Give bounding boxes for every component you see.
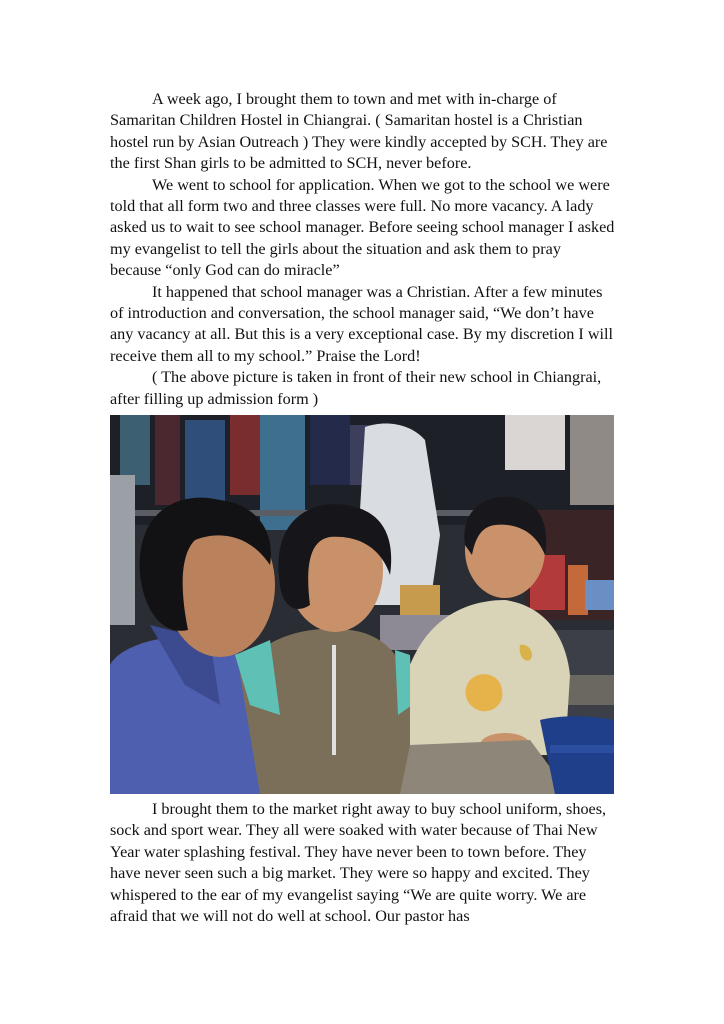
paragraph-hostel: A week ago, I brought them to town and met with in-charge of Samaritan Children Hostel in Chiangrai. ( Samaritan hostel is a Christian hostel run by Asian Outreach ) They were kindly accepted by SCH. They are the first Shan girls to be admitted to SCH, never before. [110,90,608,173]
top-text-section [110,89,615,410]
paragraph-school-application: We went to school for application. When we got to the school we were told that all form two and three classes were full. No more vacancy. A lady asked us to wait to see school manager. Before seeing school manager I asked my evangelist to tell the girls about the situation and ask them to pray because “only God can do miracle” [110,175,615,280]
paragraph-photo-caption: ( The above picture is taken in front of their new school in Chiangrai, after filling up admission form ) [110,368,602,408]
paragraph-market: I brought them to the market right away to buy school uniform, shoes, sock and sport wear. They all were soaked with water because of Thai New Year water splashing festival. They have never been to town before. They have never seen such a big market. They were so happy and excited. They whispered to the ear of my evangelist saying “We are quite worry. We are afraid that we will not do well at school. Our pastor has [110,800,607,926]
paragraph-school-manager: It happened that school manager was a Christian. After a few minutes of introduction and conversation, the school manager said, “We don’t have any vacancy at all. But this is a very exceptional case. By my discretion I will receive them all to my school.” Praise the Lord! [110,282,614,365]
bottom-text-section [110,799,615,927]
photo-three-girls [110,415,614,794]
